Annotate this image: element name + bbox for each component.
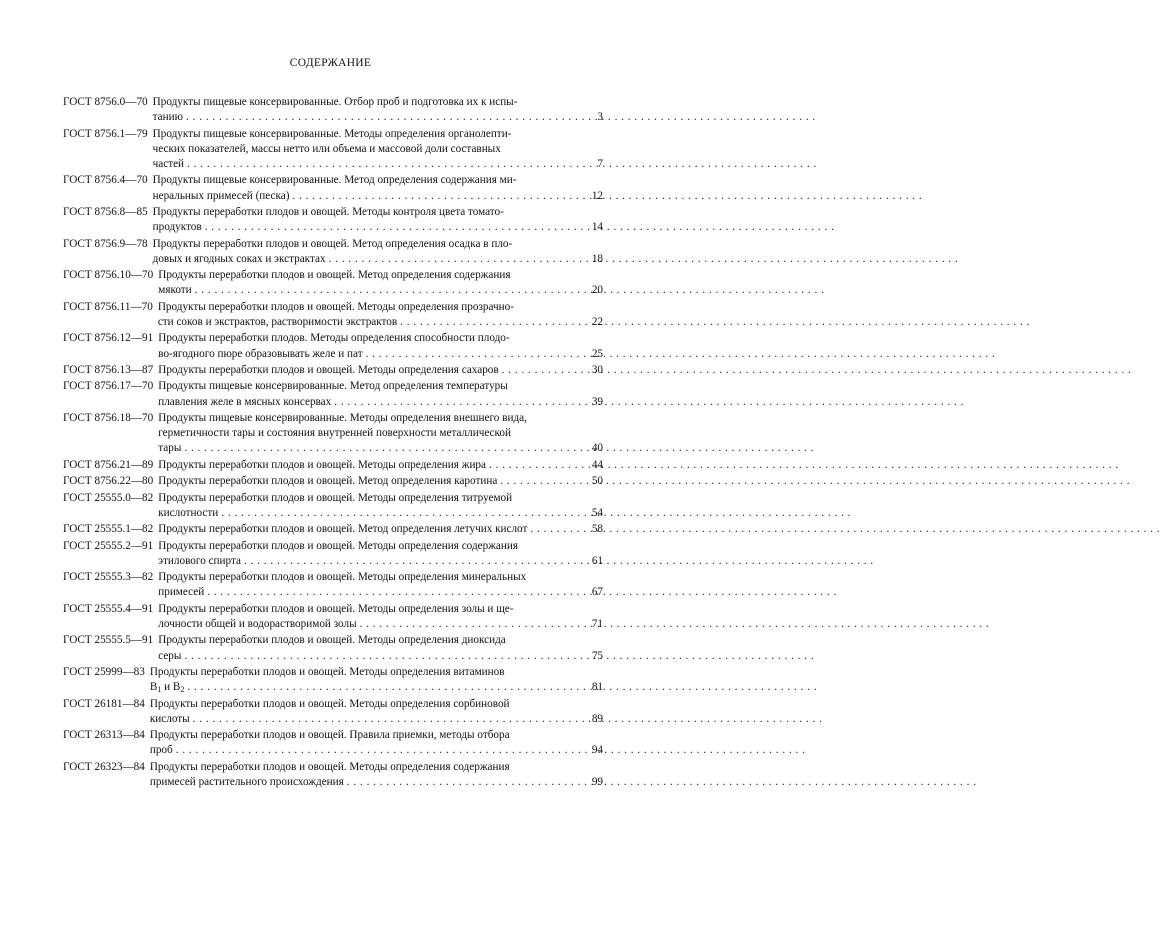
toc-entry-line <box>63 252 603 267</box>
toc-entry-line <box>63 458 603 473</box>
toc-entry-line <box>63 205 603 220</box>
toc-page-number[interactable]: 12 <box>591 189 603 202</box>
toc-entry-code: ГОСТ 8756.8—85 <box>63 206 148 218</box>
toc-page-number[interactable]: 81 <box>591 681 603 694</box>
toc-entry-line <box>63 728 603 743</box>
toc-leader-dots <box>400 315 568 330</box>
toc-entry-title: Продукты переработки плодов и овощей. Метод определения летучих кислот <box>158 523 528 536</box>
toc-entry-code: ГОСТ 25555.2—91 <box>63 539 154 552</box>
toc-entry-line <box>63 173 603 188</box>
toc-entry-code: ГОСТ 25555.1—82 <box>63 523 154 536</box>
toc-entry-title: плавления желе в мясных консервах <box>158 395 332 408</box>
toc-entry-title: $B_1$ и $B_2$ <box>149 681 185 695</box>
toc-entry-title: Продукты переработки плодов и овощей. Методы определения витаминов <box>149 666 505 678</box>
toc-entry-title: Продукты пищевые консервированные. Методы определения органолепти- <box>152 127 512 140</box>
toc-page-number[interactable]: 20 <box>591 284 603 297</box>
toc-entry[interactable] <box>63 633 603 663</box>
toc-entry-title: Продукты переработки плодов и овощей. Методы определения минеральных <box>158 571 527 584</box>
toc-entry-line <box>63 680 603 695</box>
toc-entry[interactable] <box>63 363 603 378</box>
toc-entry-code: ГОСТ 26323—84 <box>63 760 145 773</box>
toc-entry-title: примесей растительного происхождения <box>149 775 344 788</box>
toc-entry-line <box>63 331 603 346</box>
toc-entry-line <box>63 411 603 426</box>
toc-entry-title: неральных примесей (песка) <box>152 189 290 202</box>
toc-entry-line <box>63 189 603 204</box>
toc-page-number[interactable]: 30 <box>591 364 603 376</box>
toc-page-number[interactable]: 14 <box>591 221 603 234</box>
toc-leader-dots <box>176 743 568 758</box>
toc-entry-line <box>63 522 603 537</box>
toc-entry-code: ГОСТ 8756.12—91 <box>63 332 154 345</box>
toc-leader-dots <box>221 506 568 521</box>
toc-entry-title: Продукты пищевые консервированные. Методы определения внешнего вида, <box>158 412 527 424</box>
toc-entry-code: ГОСТ 8756.18—70 <box>63 412 154 424</box>
toc-entry-line <box>63 426 603 441</box>
toc-entry-title: тары <box>158 442 182 455</box>
toc-page-number[interactable]: 22 <box>591 315 603 328</box>
toc-entry-line <box>63 585 603 600</box>
toc-entry-code: ГОСТ 8756.13—87 <box>63 364 154 376</box>
toc-leader-dots <box>502 363 568 378</box>
toc-entry[interactable] <box>63 728 603 758</box>
toc-leader-dots <box>195 283 568 298</box>
toc-entry[interactable] <box>63 474 603 489</box>
toc-entry-title: Продукты переработки плодов и овощей. Метод определения осадка в пло- <box>152 237 513 250</box>
toc-entry-line <box>63 570 603 585</box>
toc-entry[interactable] <box>63 379 603 409</box>
toc-entry-line <box>63 363 603 378</box>
toc-entry-code: ГОСТ 25555.5—91 <box>63 634 154 647</box>
toc-entry-line <box>63 347 603 362</box>
toc-entry-line <box>63 315 603 330</box>
toc-entry[interactable] <box>63 458 603 473</box>
toc-leader-dots <box>244 554 568 569</box>
toc-entry[interactable] <box>63 237 603 267</box>
toc-entry[interactable] <box>63 697 603 727</box>
toc-entry-title: продуктов <box>152 221 202 234</box>
toc-entry[interactable] <box>63 95 603 125</box>
toc-entry-title: Продукты переработки плодов и овощей. Методы определения содержания <box>158 539 519 552</box>
toc-entry-title: Продукты переработки плодов и овощей. Методы контроля цвета томато- <box>152 206 504 218</box>
toc-entry-line <box>63 539 603 554</box>
page-title: СОДЕРЖАНИЕ <box>289 57 372 69</box>
toc-entry-title: Продукты переработки плодов и овощей. Методы определения золы и ще- <box>158 602 514 615</box>
toc-entry-title: Продукты переработки плодов и овощей. Методы определения содержания <box>149 760 510 773</box>
toc-entry[interactable] <box>63 411 603 457</box>
toc-entry-line <box>63 491 603 506</box>
toc-entry-title: кислоты <box>149 712 190 725</box>
toc-entry[interactable] <box>63 268 603 298</box>
toc-entry-line <box>63 142 603 157</box>
toc-entry-line <box>63 127 603 142</box>
toc-page-number[interactable]: 44 <box>591 458 603 471</box>
toc-leader-dots <box>184 649 568 664</box>
toc-entry-line <box>63 617 603 632</box>
toc-entry-title: серы <box>158 649 182 662</box>
toc-entry-title: Продукты пищевые консервированные. Метод определения содержания ми- <box>152 174 517 187</box>
toc-entry-line <box>63 441 603 456</box>
toc-leader-dots <box>347 775 568 790</box>
toc-entry-title: Продукты переработки плодов и овощей. Правила приемки, методы отбора <box>149 729 510 742</box>
toc-entry-title: Продукты переработки плодов и овощей. Методы определения сахаров <box>158 364 499 376</box>
toc-entry-title: мякоти <box>158 284 192 297</box>
toc-entry-title: ческих показателей, массы нетто или объема и массовой доли составных <box>152 142 501 155</box>
toc-entry-line <box>63 633 603 648</box>
toc-page-number[interactable]: 61 <box>591 554 603 567</box>
toc-entry[interactable] <box>63 127 603 173</box>
toc-entry-title: Продукты пищевые консервированные. Отбор проб и подготовка их к испы- <box>152 96 518 108</box>
toc-entry-line <box>63 237 603 252</box>
toc-entry-code: ГОСТ 8756.0—70 <box>63 96 148 108</box>
toc-entry[interactable] <box>63 665 603 695</box>
toc-page-number[interactable]: 89 <box>591 712 603 725</box>
toc-entry-line <box>63 157 603 172</box>
toc-entry-title: Продукты переработки плодов и овощей. Метод определения каротина <box>158 475 498 488</box>
toc-leader-dots <box>292 189 568 204</box>
toc-page-number[interactable]: 18 <box>591 252 603 265</box>
toc-leader-dots <box>366 347 568 362</box>
toc-page-number[interactable]: 58 <box>591 523 603 536</box>
toc-entry-line <box>63 300 603 315</box>
toc-entry-title: танию <box>152 111 183 124</box>
toc-leader-dots <box>334 395 568 410</box>
toc-entry-title: этилового спирта <box>158 554 241 567</box>
toc-entry-code: ГОСТ 8756.10—70 <box>63 269 154 282</box>
toc-page-number[interactable]: 99 <box>591 775 603 788</box>
toc-entry-code: ГОСТ 25555.0—82 <box>63 491 154 504</box>
toc-entry-line <box>63 474 603 489</box>
toc-leader-dots <box>187 680 568 695</box>
toc-leader-dots <box>187 157 568 172</box>
toc-leader-dots <box>205 220 568 235</box>
toc-leader-dots <box>193 712 568 727</box>
toc-entry-title: Продукты переработки плодов и овощей. Методы определения сорбиновой <box>149 697 510 710</box>
toc-entry-line <box>63 665 603 680</box>
toc-entry-code: ГОСТ 25999—83 <box>63 666 145 678</box>
toc-entry[interactable] <box>63 539 603 569</box>
toc-entry-line <box>63 697 603 712</box>
toc-entry[interactable] <box>63 522 603 537</box>
toc-entry-title: сти соков и экстрактов, растворимости экстрактов <box>157 315 398 328</box>
toc-leader-dots <box>530 522 568 537</box>
toc-leader-dots <box>329 252 568 267</box>
toc-entry-line <box>63 110 603 125</box>
toc-entry-title: примесей <box>158 586 205 599</box>
toc-entry-line <box>63 602 603 617</box>
toc-entry-line <box>63 712 603 727</box>
toc-entry-code: ГОСТ 26181—84 <box>63 697 145 710</box>
toc-entry-title: во-ягодного пюре образовывать желе и пат <box>158 347 363 360</box>
toc-entry-line <box>63 775 603 790</box>
toc-page-number[interactable]: 75 <box>591 649 603 662</box>
toc-entry-title: Продукты переработки плодов и овощей. Методы определения жира <box>158 458 486 471</box>
toc-entry-line <box>63 283 603 298</box>
toc-entry[interactable] <box>63 173 603 203</box>
toc-page-number[interactable]: 54 <box>591 506 603 519</box>
toc-entry-title: Продукты переработки плодов. Методы определения способности плодо- <box>158 332 510 345</box>
toc-page-number[interactable]: 39 <box>591 395 603 408</box>
toc-entry-line <box>63 743 603 758</box>
toc-entry-code: ГОСТ 8756.1—79 <box>63 127 148 140</box>
toc-entry-title: Продукты переработки плодов и овощей. Метод определения содержания <box>158 269 511 282</box>
toc-entry-code: ГОСТ 26313—84 <box>63 729 145 742</box>
toc-entry[interactable] <box>63 570 603 600</box>
toc-entry-title: лочности общей и водорастворимой золы <box>158 617 357 630</box>
toc-entry-line <box>63 95 603 110</box>
toc-entry-title: кислотности <box>158 506 219 519</box>
toc-entry-title: проб <box>149 744 173 757</box>
toc-page-number[interactable]: 40 <box>591 442 603 455</box>
toc-entry-code: ГОСТ 8756.21—89 <box>63 458 154 471</box>
toc-leader-dots <box>207 585 568 600</box>
toc-page-number[interactable]: 7 <box>597 157 603 170</box>
toc-entry-line <box>63 649 603 664</box>
toc-entry-code: ГОСТ 8756.11—70 <box>63 300 153 313</box>
toc-entry-line <box>63 760 603 775</box>
toc-entry[interactable] <box>63 760 603 790</box>
toc-entry-code: ГОСТ 8756.4—70 <box>63 174 148 187</box>
toc-entry-title: Продукты переработки плодов и овощей. Методы определения прозрачно- <box>157 300 514 313</box>
toc-entry[interactable] <box>63 331 603 361</box>
toc-entry-line <box>63 379 603 394</box>
toc-page-number[interactable]: 25 <box>591 347 603 360</box>
toc-page-number[interactable]: 94 <box>591 744 603 757</box>
toc-entry-line <box>63 268 603 283</box>
toc-entry-code: ГОСТ 8756.22—80 <box>63 475 154 488</box>
toc-entry[interactable] <box>63 300 603 330</box>
toc-entry-code: ГОСТ 8756.17—70 <box>63 380 154 393</box>
toc-page-number[interactable]: 71 <box>591 617 603 630</box>
toc-leader-dots <box>184 441 568 456</box>
toc-entry-code: ГОСТ 8756.9—78 <box>63 237 148 250</box>
toc-entry[interactable] <box>63 205 603 235</box>
toc-entry-title: Продукты переработки плодов и овощей. Методы определения титруемой <box>158 491 513 504</box>
toc-page-number[interactable]: 67 <box>591 586 603 599</box>
toc-leader-dots <box>360 617 568 632</box>
toc-entry-line <box>63 554 603 569</box>
toc-entry-line <box>63 395 603 410</box>
toc-entry-title: Продукты переработки плодов и овощей. Методы определения диоксида <box>158 634 506 647</box>
toc-entry[interactable] <box>63 602 603 632</box>
toc-leader-dots <box>500 474 568 489</box>
toc-page-number[interactable]: 50 <box>591 475 603 488</box>
toc-leader-dots <box>186 110 568 125</box>
toc-entry-line <box>63 220 603 235</box>
toc-entry-title: герметичности тары и состояния внутренней поверхности металлической <box>158 427 511 440</box>
toc-entry[interactable] <box>63 491 603 521</box>
toc-leader-dots <box>489 458 568 473</box>
toc-entry-title: частей <box>152 157 185 170</box>
toc-entry-title: довых и ягодных соках и экстрактах <box>152 252 326 265</box>
toc-entry-code: ГОСТ 25555.4—91 <box>63 602 154 615</box>
toc-entry-title: Продукты пищевые консервированные. Метод определения температуры <box>158 380 508 393</box>
toc-page-number[interactable]: 3 <box>597 111 603 124</box>
toc-entry-line <box>63 506 603 521</box>
toc-entry-code: ГОСТ 25555.3—82 <box>63 571 154 584</box>
